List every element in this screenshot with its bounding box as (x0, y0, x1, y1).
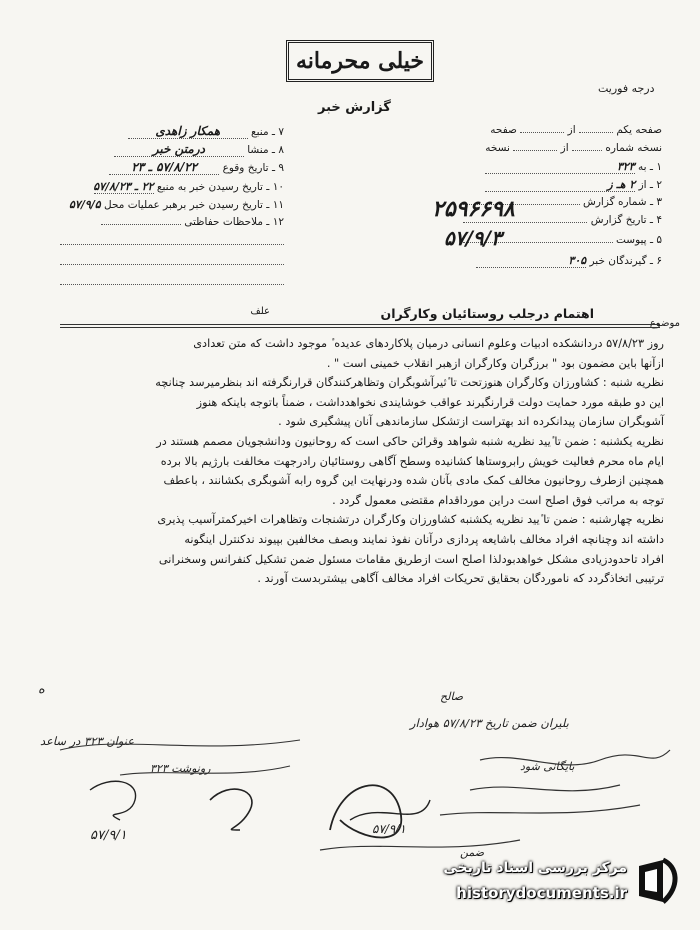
handwritten-mark: ه (38, 682, 45, 697)
handwritten-note: ضمن (460, 846, 485, 859)
handwritten-note: رونوشت ۳۲۳ (150, 762, 211, 775)
field-blank-line-2 (60, 256, 284, 268)
classification-stamp: خیلی محرمانه (286, 40, 434, 82)
handwritten-note: ۵۷/۹/۱ (372, 822, 406, 836)
field-copy-number: نسخه شماره از نسخه (485, 142, 662, 154)
body-line: ازآنها باین مضمون بود " برزگران وکارگران ازهبر انقلاب خمینی است " . (326, 356, 664, 370)
body-line: نظریه یکشنبه : ضمن تا ٔیید نظریه شنبه شواهد وقرائن حاکی است که روحانیون ودانشجویان مصمم هستند در (156, 434, 664, 448)
field-from: ۲ ـ از ۲ هـ ز (440, 178, 662, 192)
field-to: ۱ ـ به ۳۲۳ (440, 160, 662, 174)
body-line: این دو طبقه مورد حمایت دولت قرارنگیرند عواقب خوشایندی نخواهدداشت ، ضمناً باتوجه باینکه هنوز (196, 395, 664, 409)
subject-label: موضوع (649, 318, 680, 329)
body-line: افراد تاحدودزیادی مشکل خواهدبودلذا اصلح است ازطریق مقامات مسئول ضمن تشکیل کنفرانس وسخنرانی (158, 552, 664, 566)
handwritten-note: بلیران ضمن تاریخ ۵۷/۸/۲۳ هوادار (410, 716, 569, 730)
watermark-fa: مرکز بررسی اسناد تاریخی (443, 860, 627, 876)
subject-rule-double (60, 327, 660, 328)
field-report-date: ۴ ـ تاریخ گزارش (440, 214, 662, 226)
field-origin: ۸ ـ منشا درمتن خبر (60, 142, 284, 157)
body-line: نظریه چهارشنبه : ضمن تا ٔیید نظریه یکشنبه کشاورزان وکارگران درتشنجات وتظاهرات اخیرکمترآسیب پذیری (157, 513, 664, 527)
field-attachment: ۵ ـ پیوست (440, 234, 662, 246)
field-blank-line-1 (60, 236, 284, 248)
archive-watermark (425, 856, 685, 916)
field-occurrence-date: ۹ ـ تاریخ وقوع ۵۷/۸/۲۲ ـ ۲۳ (60, 160, 284, 175)
body-line: نظریه شنبه : کشاورزان وکارگران هنوزتحت تا ٔثیرآشوبگران وتظاهرکنندگان قرارنگرفته اند بنظرمیرسد چنانچه (155, 376, 664, 390)
report-body (36, 334, 664, 589)
subject-margin-label: علف (250, 306, 270, 317)
report-title: گزارش خبر (318, 100, 391, 115)
subject-line (60, 306, 680, 329)
body-line: روز ۵۷/۸/۲۳ دردانشکده ادبیات وعلوم انسانی درمیان پلاکاردهای عدیده ٔ موجود داشت که متن تعدادی (193, 337, 664, 350)
body-line: همچنین ازطرف روحانیون مخالف کمک مادی بآنان شده ودرنهایت این گروه رابه آشوبگری بکشانند ، باعطف (163, 474, 664, 488)
handwritten-note: بایگانی شود (520, 760, 575, 773)
signature-scribbles (0, 680, 700, 860)
body-line: توجه به مراتب فوق اصلح است دراین مورداقدام مقتضی معمول گردد . (332, 493, 664, 507)
subject-text: اهتمام درجلب روستائیان وکارگران (380, 306, 594, 321)
field-report-number: ۳ ـ شماره گزارش (440, 196, 662, 208)
field-security-notes: ۱۲ ـ ملاحظات حفاظتی (60, 216, 284, 228)
field-page: صفحه یکم از صفحه (490, 124, 662, 136)
field-source: ۷ ـ منبع همکار زاهدی (60, 124, 284, 139)
handwritten-note: صالح (440, 690, 464, 703)
body-line: آشوبگران سازمان پیدانکرده اند بهتراست ازتشکل سازماندهی آنان پیشگیری شود . (278, 415, 664, 429)
priority-label: درجه فوریت (598, 82, 655, 95)
subject-rule (60, 324, 660, 325)
field-blank-line-3 (60, 276, 284, 288)
report-date-handwritten: ۵۷/۹/۳ (444, 226, 502, 250)
watermark-url: historydocuments.ir (456, 884, 627, 902)
field-ops-received-date: ۱۱ ـ تاریخ رسیدن خبر برهبر عملیات محل ۵۷/۹/۵ (69, 198, 284, 211)
report-number-handwritten: ۲۵۹۶۶۹۸ (432, 196, 515, 222)
body-line: داشته اند وچنانچه افراد مخالف باشایعه پردازی درآنان نفوذ نمایند وبصف مخالفین بپیوند ندکنترل اینگونه (184, 532, 664, 546)
body-line: ترتیبی اتخاذگردد که ناموردگان بحقایق تحریکات افراد مخالف آگاهی بیشتربدست آورند . (257, 572, 664, 586)
body-line: ایام ماه محرم فعالیت خویش رابروستاها کشانیده وسطح آگاهی روستائیان رادرجهت مخالفت بارژیم بالا برده (160, 454, 664, 468)
handwritten-note: ۵۷/۹/۱ (90, 828, 127, 843)
field-source-received-date: ۱۰ ـ تاریخ رسیدن خبر به منبع ۲۲ ـ ۵۷/۸/۲۳ (93, 180, 284, 193)
archive-logo-icon (633, 856, 685, 908)
handwritten-note: عنوان ۳۲۳ در ساعد (40, 734, 135, 748)
field-recipients: ۶ ـ گیرندگان خبر ۳۰۵ (440, 254, 662, 268)
